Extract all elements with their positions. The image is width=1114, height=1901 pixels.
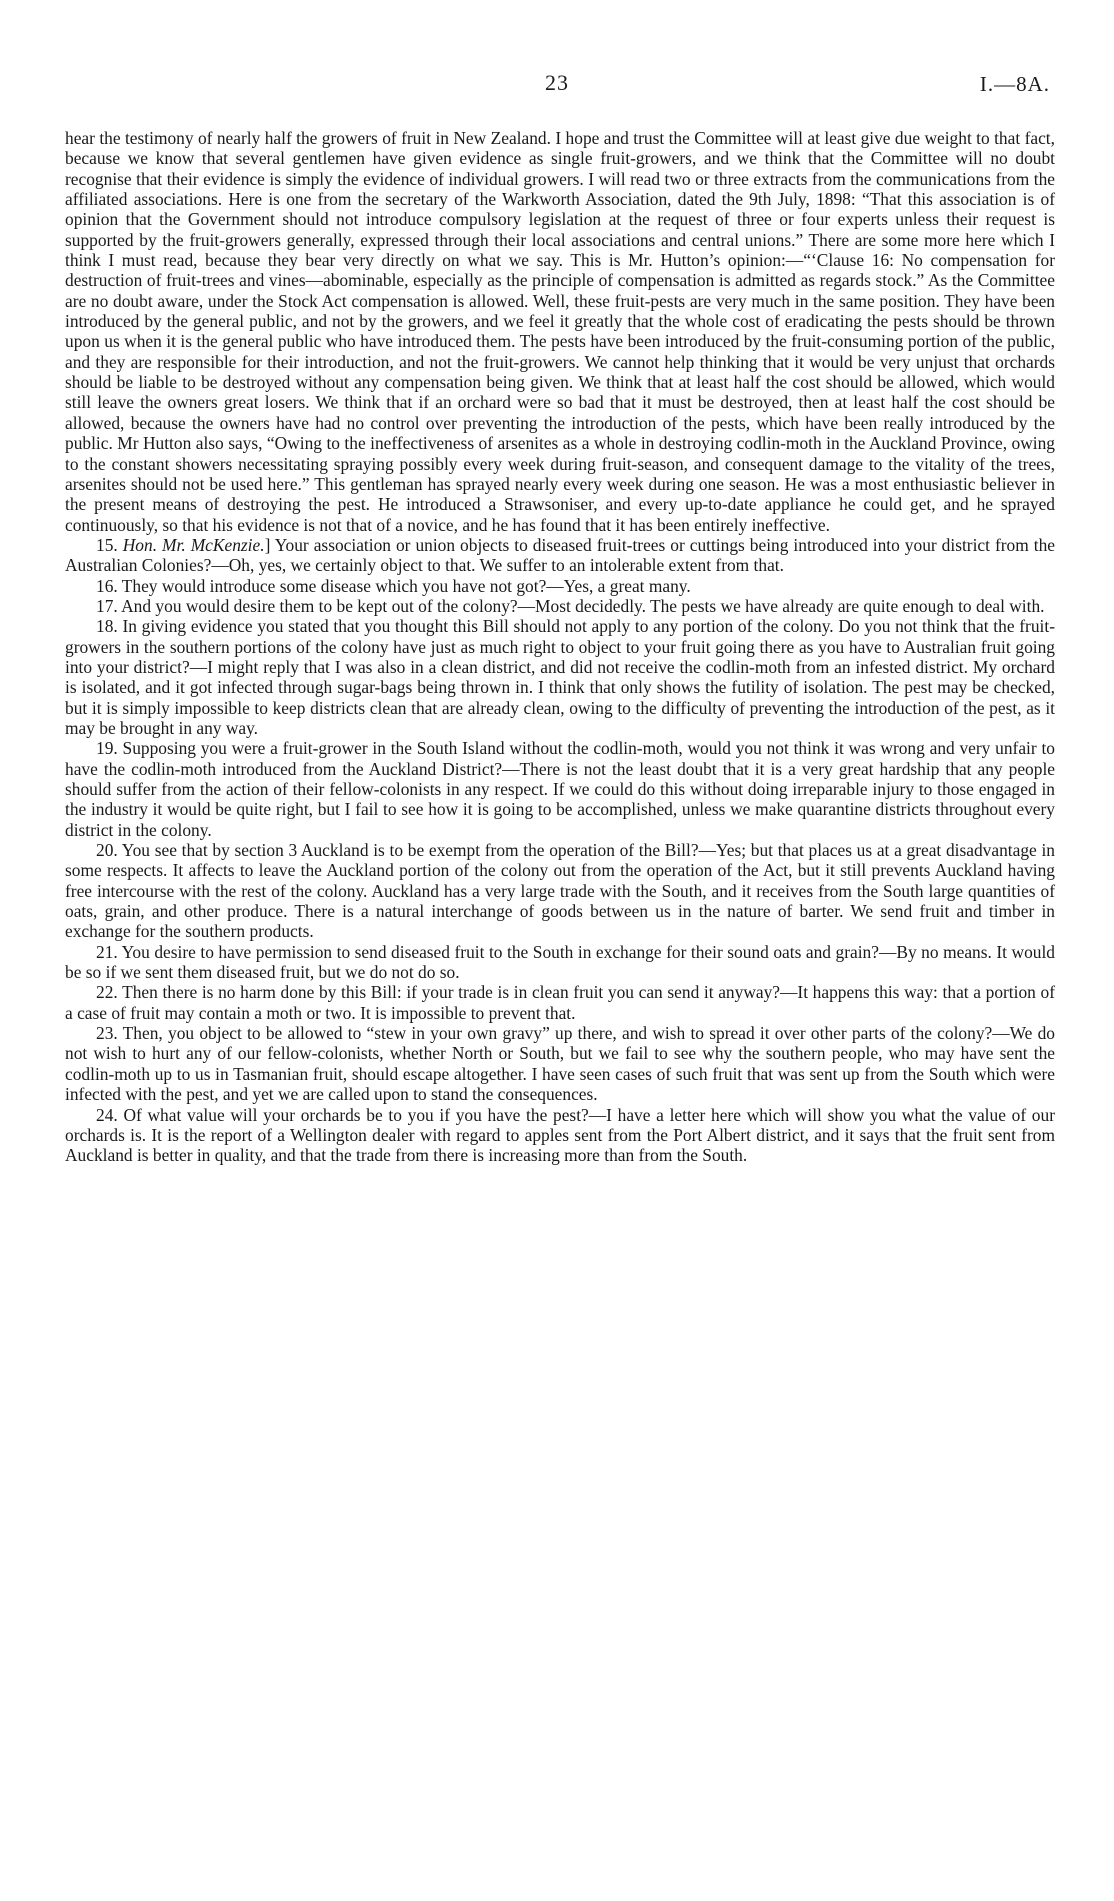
paragraph-question-16: 16. They would introduce some disease which you have not got?—Yes, a great many. [96,575,691,596]
speaker-name: Hon. Mr. McKenzie. [122,534,265,555]
paragraph-question-17: 17. And you would desire them to be kept out of the colony?—Most decidedly. The pests we have already are quite enough to deal with. [96,595,1045,616]
question-number: 15. [96,534,118,555]
paragraph-question-23: 23. Then, you object to be allowed to “stew in your own gravy” up there, and wish to spread it over other parts of the colony?—We do not wish to hurt any of our fellow-colonists, whether North or South, but we fail to see why the southern people, who may have sent the codlin-moth up to us in Tasmanian fruit, should escape altogether. I have seen cases of such fruit that was sent up from the South which were infected with the pest, and yet we are called upon to stand the consequences. [65,1023,1055,1105]
paragraph-question-21: 21. You desire to have permission to send diseased fruit to the South in exchange for their sound oats and grain?—By no means. It would be so if we sent them diseased fruit, but we do not do so. [65,941,1055,983]
paragraph-question-24: 24. Of what value will your orchards be to you if you have the pest?—I have a letter here which will show you what the value of our orchards is. It is the report of a Wellington dealer with regard to apples sent from the Port Albert district, and it says that the fruit sent from Auckland is better in quality, and that the trade from there is increasing more than from the South. [65,1104,1055,1166]
paragraph-question-19: 19. Supposing you were a fruit-grower in the South Island without the codlin-moth, would you not think it was wrong and very unfair to have the codlin-moth introduced from the Auckland District?—There is not the least doubt that it is a very great hardship that any people should suffer from the action of their fellow-colonists in any respect. If we could do this without doing irreparable injury to those engaged in the industry it would be quite right, but I fail to see how it is going to be accomplished, unless we make quarantine districts throughout every district in the colony. [65,738,1055,840]
evidence-text [65,128,1055,1166]
document-reference: I.—8A. [979,72,1050,96]
page-number: 23 [545,70,569,95]
question-text: ] Your association or union objects to diseased fruit-trees or cuttings being introduced into your district from the Australian Colonies?—Oh, yes, we certainly object to that. We suffer to an intolerable extent from that. [65,534,1055,576]
paragraph-question-22: 22. Then there is no harm done by this Bill: if your trade is in clean fruit you can send it anyway?—It happens this way: that a portion of a case of fruit may contain a moth or two. It is impossible to prevent that. [65,982,1055,1023]
paragraph-question-20: 20. You see that by section 3 Auckland is to be exempt from the operation of the Bill?—Yes; but that places us at a great disadvantage in some respects. It affects to leave the Auckland portion of the colony out from the operation of the Act, but it still prevents Auckland having free intercourse with the rest of the colony. Auckland has a very large trade with the South, and it receives from the South large quantities of oats, grain, and other produce. There is a natural interchange of goods between us in the nature of barter. We send fruit and timber in exchange for the southern products. [65,840,1055,942]
paragraph-continued-statement: hear the testimony of nearly half the growers of fruit in New Zealand. I hope and trust the Committee will at least give due weight to that fact, because we know that several gentlemen have given evidence as single fruit-growers, and we think that the Committee will no doubt recognise that their evidence is simply the evidence of individual growers. I will read two or three extracts from the communications from the affiliated associations. Here is one from the secretary of the Warkworth Association, dated the 9th July, 1898: “That this association is of opinion that the Government should not introduce compulsory legislation at the request of three or four experts unless their request is supported by the fruit-growers generally, expressed through their local associations and central unions.” There are some more here which I think I must read, because they bear very directly on what we say. This is Mr. Hutton’s opinion:—“‘Clause 16: No compensation for destruction of fruit-trees and vines—abominable, especially as the principle of compensation is admitted as regards stock.” As the Committee are no doubt aware, under the Stock Act compensation is allowed. Well, these fruit-pests are very much in the same position. They have been introduced by the general public, and not by the growers, and we feel it greatly that the whole cost of eradicating the pests should be thrown upon us when it is the general public who have introduced them. The pests have been introduced by the fruit-consuming portion of the public, and they are responsible for their introduction, and not the fruit-growers. We cannot help thinking that it would be very unjust that orchards should be liable to be destroyed without any compensation being given. We think that at least half the cost should be allowed, which would still leave the owners great losers. We think that if an orchard were so bad that it must be destroyed, then at least half the cost should be allowed, because the owners have had no control over preventing the introduction of the pests, which have been really introduced by the public. Mr Hutton also says, “Owing to the ineffectiveness of arsenites as a whole in destroying codlin-moth in the Auckland Province, owing to the constant showers necessitating spraying possibly every week during fruit-season, and consequent damage to the vitality of the trees, arsenites should not be used here.” This gentleman has sprayed nearly every week during one season. He was a most enthusiastic believer in the present means of destroying the pest. He introduced a Strawsoniser, and every up-to-date appliance he could get, and he sprayed continuously, so that his evidence is not that of a novice, and he has found that it has been entirely ineffective. [65,128,1055,535]
paragraph-question-15 [65,535,1055,576]
paragraph-question-18: 18. In giving evidence you stated that you thought this Bill should not apply to any portion of the colony. Do you not think that the fruit-growers in the southern portions of the colony have just as much right to object to your fruit going there as you have to Australian fruit going into your district?—I might reply that I was also in a clean district, and did not receive the codlin-moth from an infested district. My orchard is isolated, and it got infected through sugar-bags being thrown in. I think that only shows the futility of isolation. The pest may be checked, but it is simply impossible to keep districts clean that are already clean, owing to the difficulty of preventing the introduction of the pest, as it may be brought in any way. [65,616,1055,738]
